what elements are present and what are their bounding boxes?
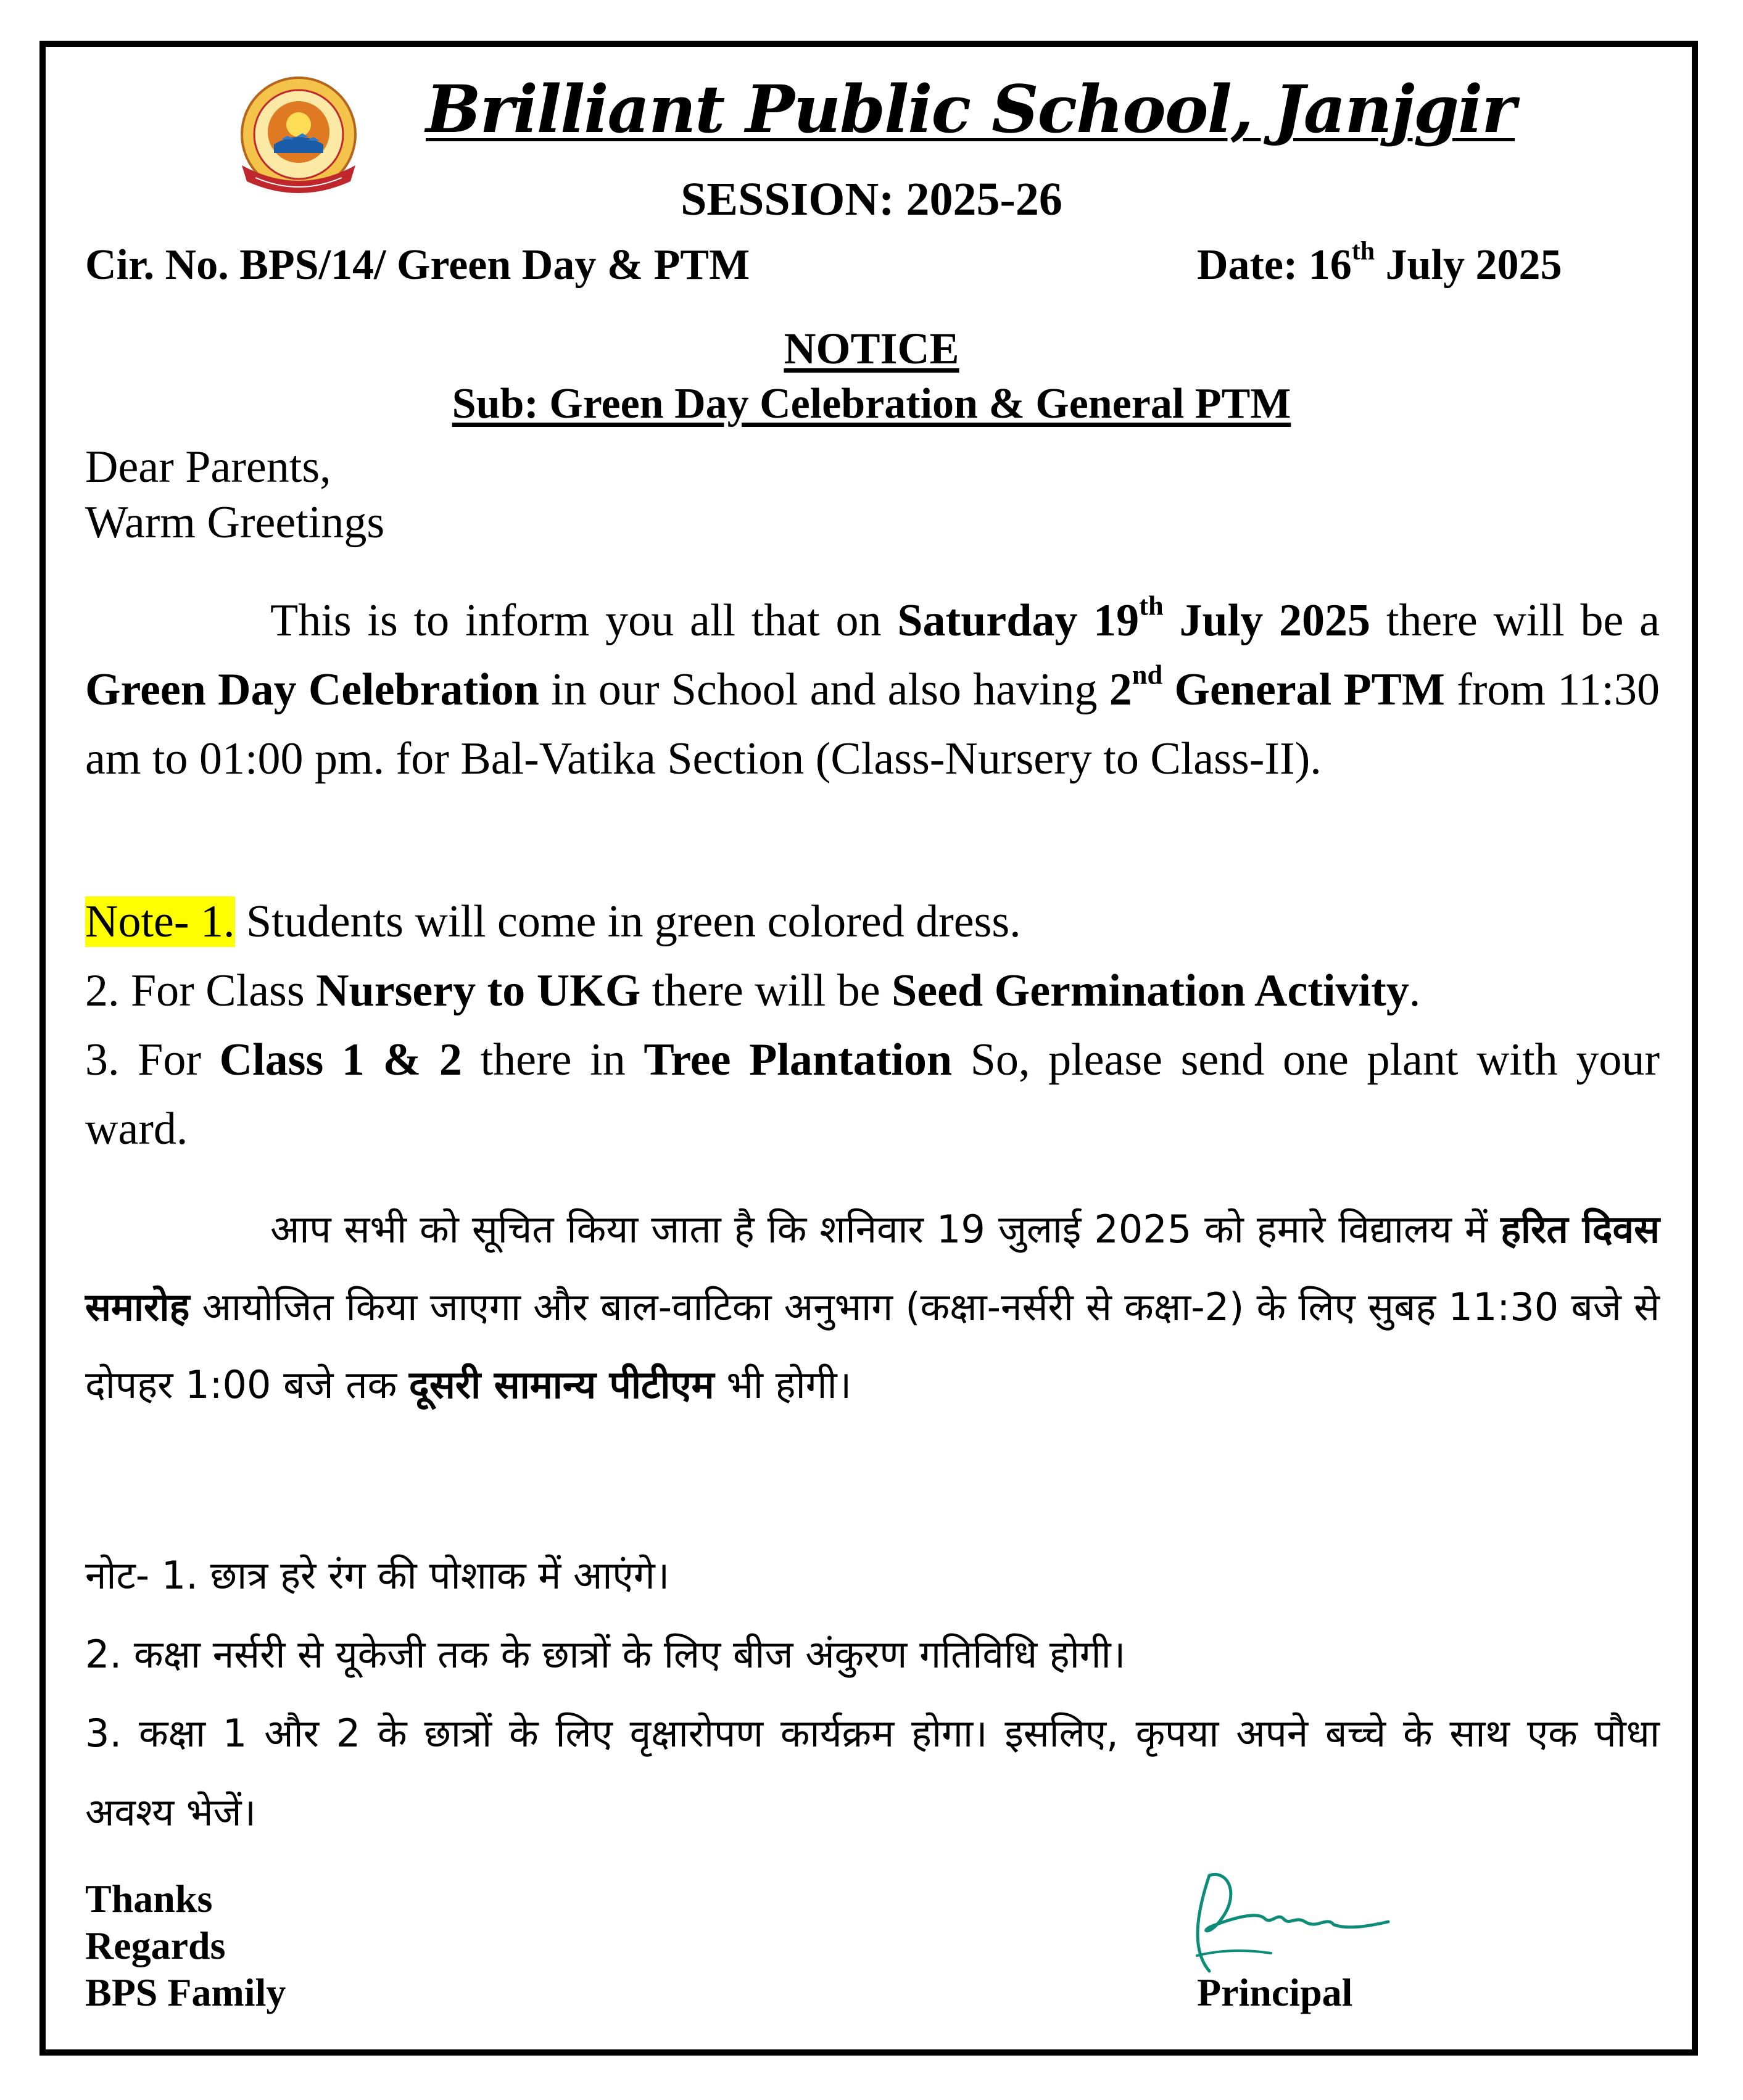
notice-title: NOTICE (784, 324, 959, 373)
circular-date: Date: 16th July 2025 (1197, 237, 1562, 289)
hindi-body-paragraph: आप सभी को सूचित किया जाता है कि शनिवार 19 जुलाई 2025 को हमारे विद्यालय में हरित दिवस समारोह आयोजित किया जाएगा और बाल-वाटिका अनुभाग (कक्षा-नर्सरी से कक्षा-2) के लिए सुबह 11:30 बजे से दोपहर 1:00 बजे तक दूसरी सामान्य पीटीएम भी होगी। (85, 1207, 1660, 1407)
principal-signature (1172, 1857, 1407, 1980)
note-label-highlight: Note- 1. (85, 896, 235, 947)
session: SESSION: 2025-26 (681, 173, 1062, 225)
hindi-note-2: 2. कक्षा नर्सरी से यूकेजी तक के छात्रों के लिए बीज अंकुरण गतिविधि होगी। (85, 1632, 1126, 1677)
greeting-line: Warm Greetings (85, 497, 385, 548)
principal-label: Principal (1197, 1970, 1353, 2014)
closing-block (85, 1875, 286, 2016)
english-body-paragraph: This is to inform you all that on Saturday 19th July 2025 there will be a Green Day Celebration in our School and also having 2nd General PTM from 11:30 am to 01:00 pm. for Bal-Vatika Section (Class-Nursery to Class-II). (85, 590, 1660, 784)
note-1: Note- 1. Students will come in green colored dress. (85, 896, 1021, 947)
greeting-salutation: Dear Parents, (85, 442, 331, 492)
circular-number: Cir. No. BPS/14/ Green Day & PTM (85, 241, 750, 289)
hindi-note-1: नोट- 1. छात्र हरे रंग की पोशाक में आएंगे। (85, 1553, 670, 1598)
closing-thanks: Thanks (85, 1877, 213, 1920)
english-notes (85, 887, 1660, 1164)
school-name: Brilliant Public School, Janjgir (426, 70, 1515, 147)
hindi-notes (85, 1536, 1660, 1852)
note-3: 3. For Class 1 & 2 there in Tree Plantation So, please send one plant with your ward. (85, 1035, 1660, 1154)
hindi-note-3: 3. कक्षा 1 और 2 के छात्रों के लिए वृक्षारोपण कार्यक्रम होगा। इसलिए, कृपया अपने बच्चे के साथ एक पौधा अवश्य भेजें। (85, 1711, 1660, 1835)
notice-subject: Sub: Green Day Celebration & General PTM (452, 380, 1291, 428)
closing-regards: Regards (85, 1924, 226, 1967)
closing-family: BPS Family (85, 1970, 286, 2014)
note-2: 2. For Class Nursery to UKG there will be Seed Germination Activity. (85, 965, 1421, 1016)
